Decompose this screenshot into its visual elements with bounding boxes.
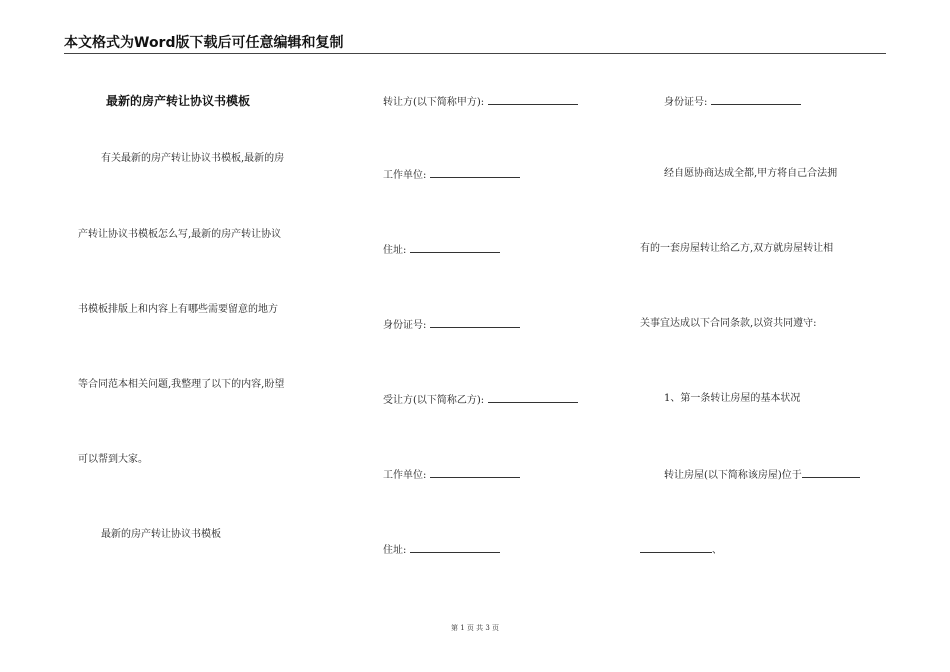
property-location-continued (640, 542, 722, 558)
property-location-comma: 、 (712, 545, 722, 556)
property-location-field (664, 467, 860, 483)
page-number: 第 1 页 共 3 页 (450, 624, 500, 632)
property-location-blank (802, 467, 860, 478)
transferee-work-unit-label: 工作单位: (383, 470, 427, 481)
transferee-label: 受让方(以下简称乙方): (383, 395, 485, 406)
transferee-work-unit-blank (430, 467, 520, 478)
transferor-id-field (383, 317, 520, 333)
document-title: 最新的房产转让协议书模板 (106, 94, 251, 108)
transferor-address-blank (410, 242, 500, 253)
property-location-blank-2 (640, 542, 712, 553)
transferor-id-label: 身份证号: (383, 320, 427, 331)
transferor-work-unit-blank (430, 167, 520, 178)
transferor-blank (488, 94, 578, 105)
transferor-field (383, 94, 578, 110)
transferee-address-blank (410, 542, 500, 553)
transferor-work-unit-label: 工作单位: (383, 170, 427, 181)
transferor-address-field (383, 242, 500, 258)
document-header: 本文格式为Word版下载后可任意编辑和复制 (64, 35, 344, 51)
transferee-id-label: 身份证号: (664, 97, 708, 108)
intro-line-4: 等合同范本相关问题,我整理了以下的内容,盼望 (78, 379, 285, 390)
intro-line-3: 书模板排版上和内容上有哪些需要留意的地方 (78, 304, 278, 315)
clause-heading: 1、第一条转让房屋的基本状况 (664, 393, 801, 404)
transferee-id-field (664, 94, 801, 110)
transferor-label: 转让方(以下简称甲方): (383, 97, 485, 108)
agreement-line-1: 经自愿协商达成全都,甲方将自己合法拥 (664, 168, 838, 179)
intro-line-5: 可以帮到大家。 (78, 454, 148, 465)
intro-line-1: 有关最新的房产转让协议书模板,最新的房 (101, 153, 285, 164)
transferor-work-unit-field (383, 167, 520, 183)
header-divider (64, 53, 886, 54)
agreement-line-2: 有的一套房屋转让给乙方,双方就房屋转让相 (640, 243, 834, 254)
transferee-id-blank (711, 94, 801, 105)
property-location-label: 转让房屋(以下简称该房屋)位于 (664, 470, 802, 481)
transferee-blank (488, 392, 578, 403)
transferee-address-label: 住址: (383, 545, 407, 556)
transferee-field (383, 392, 578, 408)
transferee-work-unit-field (383, 467, 520, 483)
intro-line-2: 产转让协议书模板怎么写,最新的房产转让协议 (78, 229, 282, 240)
agreement-line-3: 关事宜达成以下合同条款,以资共同遵守: (640, 318, 817, 329)
transferor-address-label: 住址: (383, 245, 407, 256)
section-subtitle: 最新的房产转让协议书模板 (101, 529, 221, 540)
transferor-id-blank (430, 317, 520, 328)
transferee-address-field (383, 542, 500, 558)
